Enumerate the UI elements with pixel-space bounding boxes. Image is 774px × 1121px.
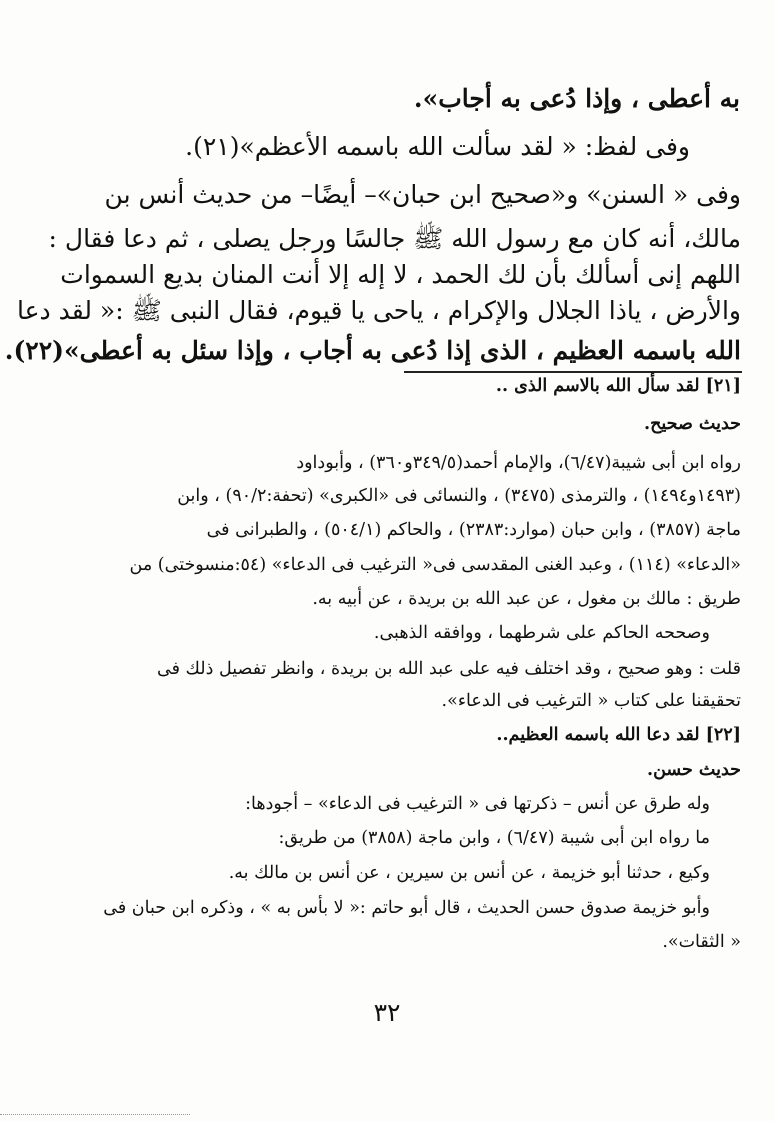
footnote-line: (١٤٩٣و١٤٩٤) ، والترمذى (٣٤٧٥) ، والنسائى فى «الكبرى» (تحفة:٩٠/٢) ، وابن	[177, 486, 741, 506]
footnote-grade-21: حديث صحيح.	[644, 414, 741, 434]
footnote-line: ماجة (٣٨٥٧) ، وابن حبان (موارد:٢٣٨٣) ، والحاكم (٥٠٤/١) ، والطبرانى فى	[206, 520, 741, 540]
main-line-5: اللهم إنى أسألك بأن لك الحمد ، لا إله إلا أنت المنان بديع السموات	[60, 260, 741, 289]
footnote-line: وأبو خزيمة صدوق حسن الحديث ، قال أبو حاتم :« لا بأس به » ، وذكره ابن حبان فى	[103, 898, 710, 918]
scan-edge-rule	[0, 1114, 190, 1115]
main-line-6: والأرض ، ياذا الجلال والإكرام ، ياحى يا قيوم، فقال النبى ﷺ :« لقد دعا	[16, 296, 741, 325]
main-line-4: مالك، أنه كان مع رسول الله ﷺ جالسًا ورجل يصلى ، ثم دعا فقال :	[48, 224, 741, 253]
footnote-line: ما رواه ابن أبى شيبة (٦/٤٧) ، وابن ماجة (٣٨٥٨) من طريق:	[278, 828, 710, 848]
footnote-line: « الثقات».	[662, 932, 741, 952]
footnote-line: وصححه الحاكم على شرطهما ، ووافقه الذهبى.	[373, 623, 710, 643]
footnote-line: طريق : مالك بن مغول ، عن عبد الله بن بريدة ، عن أبيه به.	[312, 589, 741, 609]
page-number: ٣٢	[373, 998, 401, 1027]
footnote-line: رواه ابن أبى شيبة(٦/٤٧)، والإمام أحمد(٣٤٩/٥و٣٦٠) ، وأبوداود	[296, 453, 741, 473]
main-line-3: وفى « السنن» و«صحيح ابن حبان»– أيضًا– من حديث أنس بن	[104, 180, 741, 209]
main-line-2: وفى لفظ: « لقد سألت الله باسمه الأعظم»(٢١).	[185, 132, 690, 161]
footnote-line: وله طرق عن أنس – ذكرتها فى « الترغيب فى الدعاء» – أجودها:	[245, 794, 710, 814]
footnote-separator	[404, 371, 742, 373]
footnote-line: قلت : وهو صحيح ، وقد اختلف فيه على عبد الله بن بريدة ، وانظر تفصيل ذلك فى	[157, 659, 741, 679]
footnote-line: تحقيقنا على كتاب « الترغيب فى الدعاء».	[441, 691, 741, 711]
main-line-1: به أعطى ، وإذا دُعى به أجاب».	[413, 84, 740, 113]
footnote-heading-21: [٢١] لقد سأل الله بالاسم الذى ..	[495, 376, 741, 396]
footnote-line: «الدعاء» (١١٤) ، وعبد الغنى المقدسى فى« الترغيب فى الدعاء» (٥٤:منسوختى) من	[129, 555, 741, 575]
footnote-line: وكيع ، حدثنا أبو خزيمة ، عن أنس بن سيرين ، عن أنس بن مالك به.	[228, 863, 710, 883]
main-line-7: الله باسمه العظيم ، الذى إذا دُعى به أجاب ، وإذا سئل به أعطى»(٢٢).	[4, 336, 741, 365]
footnote-heading-22: [٢٢] لقد دعا الله باسمه العظيم..	[496, 725, 741, 745]
footnote-grade-22: حديث حسن.	[647, 760, 741, 780]
